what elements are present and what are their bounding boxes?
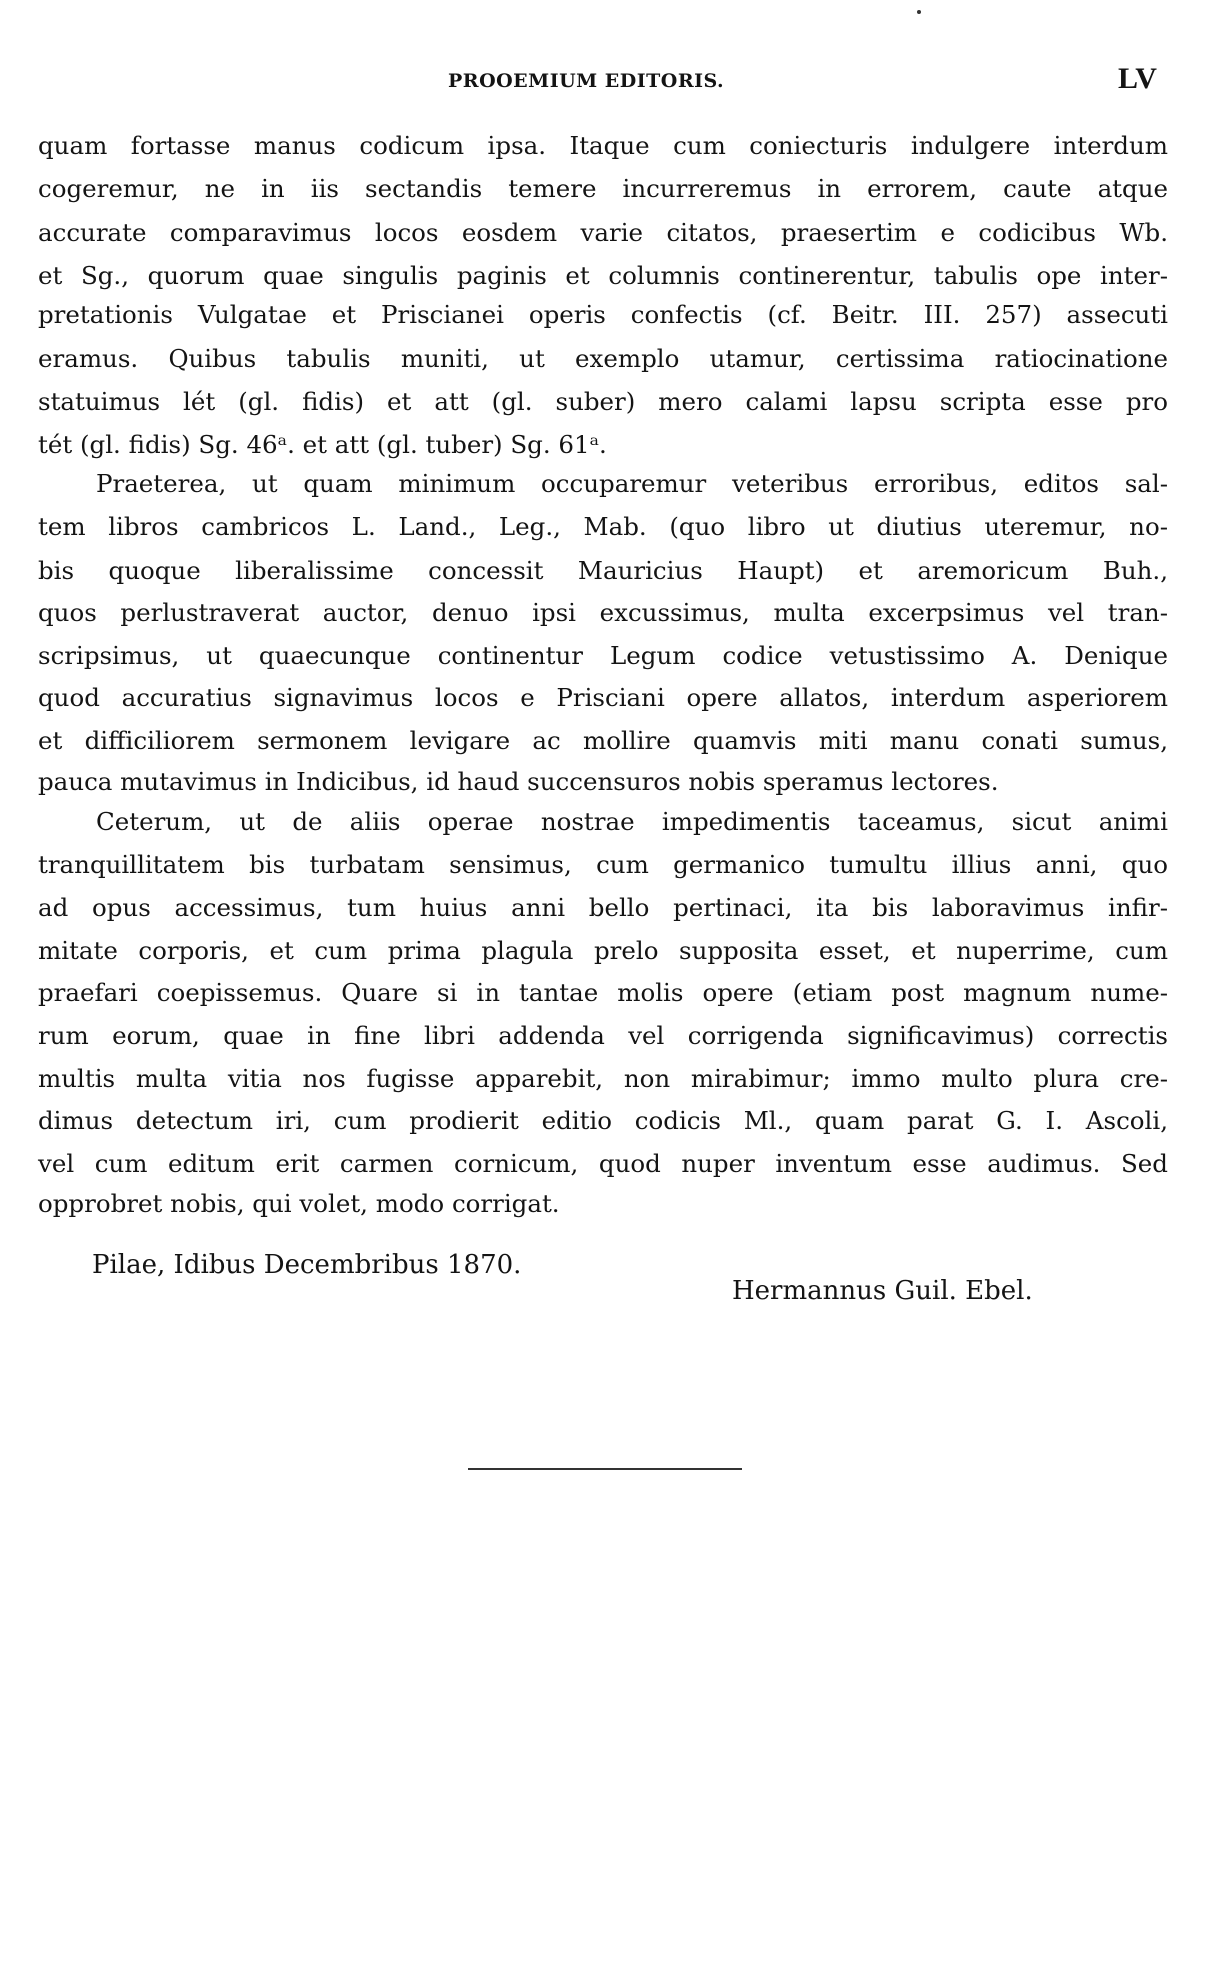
text-line: ad opus accessimus, tum huius anni bello pertinaci, ita bis laboravimus infir- — [38, 893, 1168, 922]
text-line: et difficiliorem sermonem levigare ac mollire quamvis miti manu conati sumus, — [38, 726, 1168, 755]
paragraph-first-line: Praeterea, ut quam minimum occuparemur veteribus erroribus, editos sal- — [96, 469, 1168, 498]
end-rule — [468, 1468, 742, 1470]
text-line: scripsimus, ut quaecunque continentur Legum codice vetustissimo A. Denique — [38, 641, 1168, 670]
text-line: statuimus lét (gl. fidis) et att (gl. suber) mero calami lapsu scripta esse pro — [38, 387, 1168, 416]
paragraph-first-line: Ceterum, ut de aliis operae nostrae impedimentis taceamus, sicut animi — [96, 807, 1168, 836]
text-line: opprobret nobis, qui volet, modo corrigat. — [38, 1189, 560, 1218]
text-line: praefari coepissemus. Quare si in tantae molis opere (etiam post magnum nume- — [38, 978, 1168, 1007]
text-line: tranquillitatem bis turbatam sensimus, cum germanico tumultu illius anni, quo — [38, 850, 1168, 879]
text-line: quam fortasse manus codicum ipsa. Itaque cum coniecturis indulgere interdum — [38, 131, 1168, 160]
text-line: tét (gl. fidis) Sg. 46ᵃ. et att (gl. tuber) Sg. 61ᵃ. — [38, 430, 607, 459]
text-line: pauca mutavimus in Indicibus, id haud succensuros nobis speramus lectores. — [38, 767, 999, 796]
text-line: multis multa vitia nos fugisse apparebit, non mirabimur; immo multo plura cre- — [38, 1064, 1168, 1093]
text-line: dimus detectum iri, cum prodierit editio codicis Ml., quam parat G. I. Ascoli, — [38, 1106, 1168, 1135]
text-line: rum eorum, quae in fine libri addenda vel corrigenda significavimus) correctis — [38, 1021, 1168, 1050]
text-line: tem libros cambricos L. Land., Leg., Mab. (quo libro ut diutius uteremur, no- — [38, 512, 1168, 541]
signature: Hermannus Guil. Ebel. — [732, 1276, 1033, 1306]
text-line: cogeremur, ne in iis sectandis temere incurreremus in errorem, caute atque — [38, 174, 1168, 203]
text-line: vel cum editum erit carmen cornicum, quod nuper inventum esse audimus. Sed — [38, 1149, 1168, 1178]
text-line: quod accuratius signavimus locos e Prisciani opere allatos, interdum asperiorem — [38, 683, 1168, 712]
text-line: quos perlustraverat auctor, denuo ipsi excussimus, multa excerpsimus vel tran- — [38, 598, 1168, 627]
ink-speck — [917, 10, 921, 14]
text-line: pretationis Vulgatae et Priscianei operis confectis (cf. Beitr. III. 257) assecuti — [38, 300, 1168, 329]
place-date: Pilae, Idibus Decembribus 1870. — [92, 1250, 522, 1280]
text-line: eramus. Quibus tabulis muniti, ut exemplo utamur, certissima ratiocinatione — [38, 344, 1168, 373]
text-line: et Sg., quorum quae singulis paginis et columnis continerentur, tabulis ope inter- — [38, 261, 1168, 290]
running-head: PROOEMIUM EDITORIS. — [448, 70, 725, 92]
text-line: mitate corporis, et cum prima plagula prelo supposita esset, et nuperrime, cum — [38, 936, 1168, 965]
page-number: LV — [1118, 62, 1157, 95]
text-line: bis quoque liberalissime concessit Mauricius Haupt) et aremoricum Buh., — [38, 556, 1168, 585]
text-line: accurate comparavimus locos eosdem varie citatos, praesertim e codicibus Wb. — [38, 218, 1168, 247]
